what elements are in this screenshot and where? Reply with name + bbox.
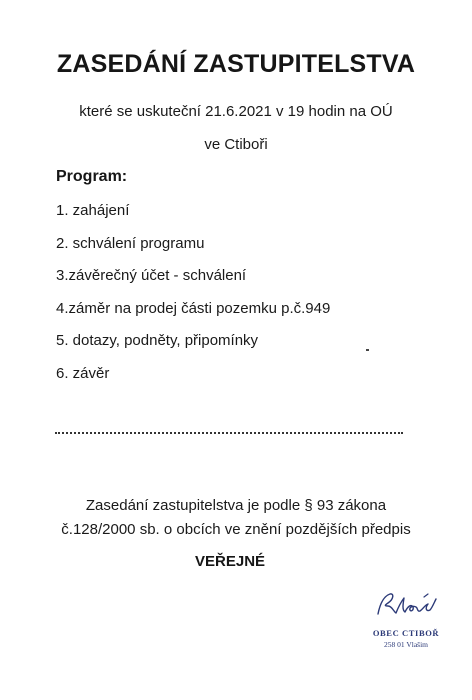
meeting-date-line: které se uskuteční 21.6.2021 v 19 hodin na OÚ xyxy=(79,103,393,120)
agenda-item: 1. zahájení xyxy=(56,202,130,219)
dotted-separator xyxy=(55,432,403,434)
legal-note-line2: č.128/2000 sb. o obcích ve znění pozdějších předpis xyxy=(61,521,411,538)
meeting-place-line: ve Ctiboři xyxy=(204,136,268,153)
stray-mark xyxy=(366,349,369,351)
handwritten-signature xyxy=(372,590,442,618)
municipal-stamp xyxy=(356,628,456,649)
program-heading: Program: xyxy=(56,168,128,185)
agenda-item: 2. schválení programu xyxy=(56,234,205,252)
public-label: VEŘEJNÉ xyxy=(195,553,266,570)
agenda-item: 4.záměr na prodej části pozemku p.č.949 xyxy=(56,299,331,317)
agenda-item: 6. závěr xyxy=(56,364,110,382)
stamp-municipality: OBEC CTIBOŘ xyxy=(372,628,440,638)
stamp-address: 258 01 Vlašim xyxy=(383,640,429,649)
agenda-item: 3.závěrečný účet - schválení xyxy=(56,267,247,284)
document-title: ZASEDÁNÍ ZASTUPITELSTVA xyxy=(56,50,416,78)
agenda-item: 5. dotazy, podněty, připomínky xyxy=(56,332,259,349)
agenda-list xyxy=(56,200,330,395)
legal-note-line1: Zasedání zastupitelstva je podle § 93 zákona xyxy=(85,497,387,514)
